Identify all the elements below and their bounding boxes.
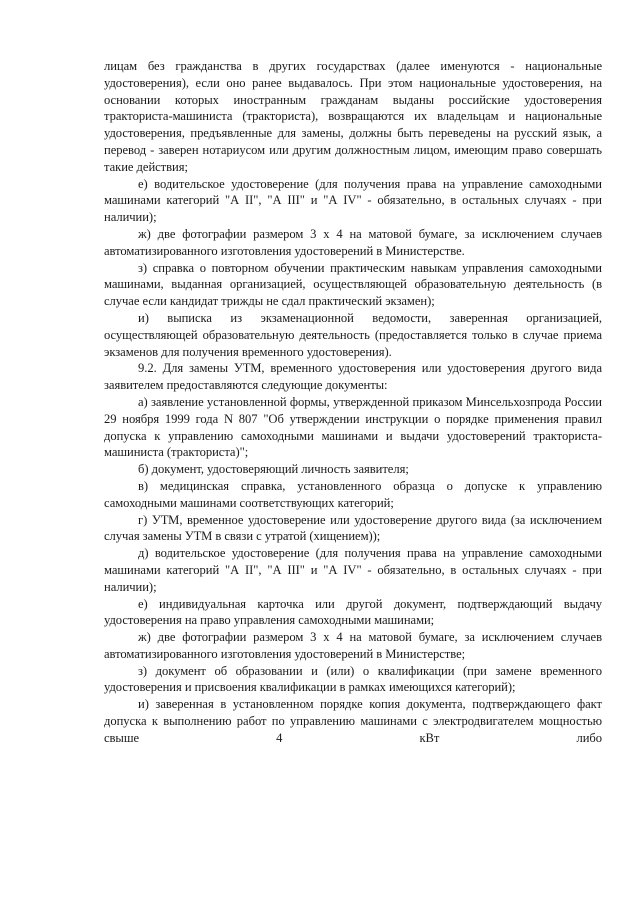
paragraph-item-d-license: д) водительское удостоверение (для получения права на управление самоходными машинами категорий "А II", "А III" и "А IV" - обязательно, в остальных случаях - при наличии); (104, 546, 602, 594)
paragraph-item-z-retraining: з) справка о повторном обучении практическим навыкам управления самоходными машинами, выданная организацией, осуществляющей образовательную деятельность (в случае если кандидат трижды не сдал практический экзамен); (104, 260, 602, 309)
paragraph-item-zh-photos: ж) две фотографии размером 3 х 4 на матовой бумаге, за исключением случаев автоматизированного изготовления удостоверений в Министерстве. (104, 226, 602, 258)
paragraph-item-i-exam-extract: и) выписка из экзаменационной ведомости, заверенная организацией, осуществляющей образовательную деятельность (предоставляется только в случае приема экзаменов для получения временного удостоверения). (104, 310, 602, 359)
paragraph-item-g-utm: г) УТМ, временное удостоверение или удостоверение другого вида (за исключением случая замены УТМ в связи с утратой (хищением)); (104, 512, 602, 544)
document-body (104, 58, 602, 747)
paragraph-item-e-card: е) индивидуальная карточка или другой документ, подтверждающий выдачу удостоверения на право управления самоходными машинами; (104, 596, 602, 628)
paragraph-item-b-identity: б) документ, удостоверяющий личность заявителя; (138, 462, 409, 477)
paragraph-section-9-2: 9.2. Для замены УТМ, временного удостоверения или удостоверения другого вида заявителем предоставляются следующие документы: (104, 361, 602, 393)
paragraph-item-e-license: е) водительское удостоверение (для получения права на управление самоходными машинами категорий "А II", "А III" и "А IV" - обязательно, в остальных случаях - при наличии); (104, 176, 602, 225)
paragraph-item-z-education: з) документ об образовании и (или) о квалификации (при замене временного удостоверения и присвоения квалификации в рамках имеющихся категорий); (104, 663, 602, 695)
paragraph-item-i-certified-copy: и) заверенная в установленном порядке копия документа, подтверждающего факт допуска к выполнению работ по управлению машинами с электродвигателем мощностью свыше 4 кВт либо (104, 697, 602, 745)
paragraph-item-zh-photos-2: ж) две фотографии размером 3 х 4 на матовой бумаге, за исключением случаев автоматизированного изготовления удостоверений в Министерстве; (104, 630, 602, 661)
paragraph-item-v-medical: в) медицинская справка, установленного образца о допуске к управлению самоходными машинами соответствующих категорий; (104, 478, 602, 510)
paragraph-continuation: лицам без гражданства в других государствах (далее именуются - национальные удостоверения), если оно ранее выдавалось. При этом национальные удостоверения, на основании которых иностранным гражданам выданы российские удостоверения тракториста-машиниста (тракториста), возвращаются их владельцам и национальные удостоверения, предъявленные для замены, должны быть переведены на русский язык, а перевод - заверен нотариусом или другим должностным лицом, имеющим право совершать такие действия; (104, 59, 602, 174)
paragraph-item-a-application: а) заявление установленной формы, утвержденной приказом Минсельхозпрода России 29 ноября 1999 года N 807 "Об утверждении инструкции о порядке применения правил допуска к управлению самоходными машинами и выдачи удостоверений тракториста-машиниста (тракториста)"; (104, 394, 602, 460)
